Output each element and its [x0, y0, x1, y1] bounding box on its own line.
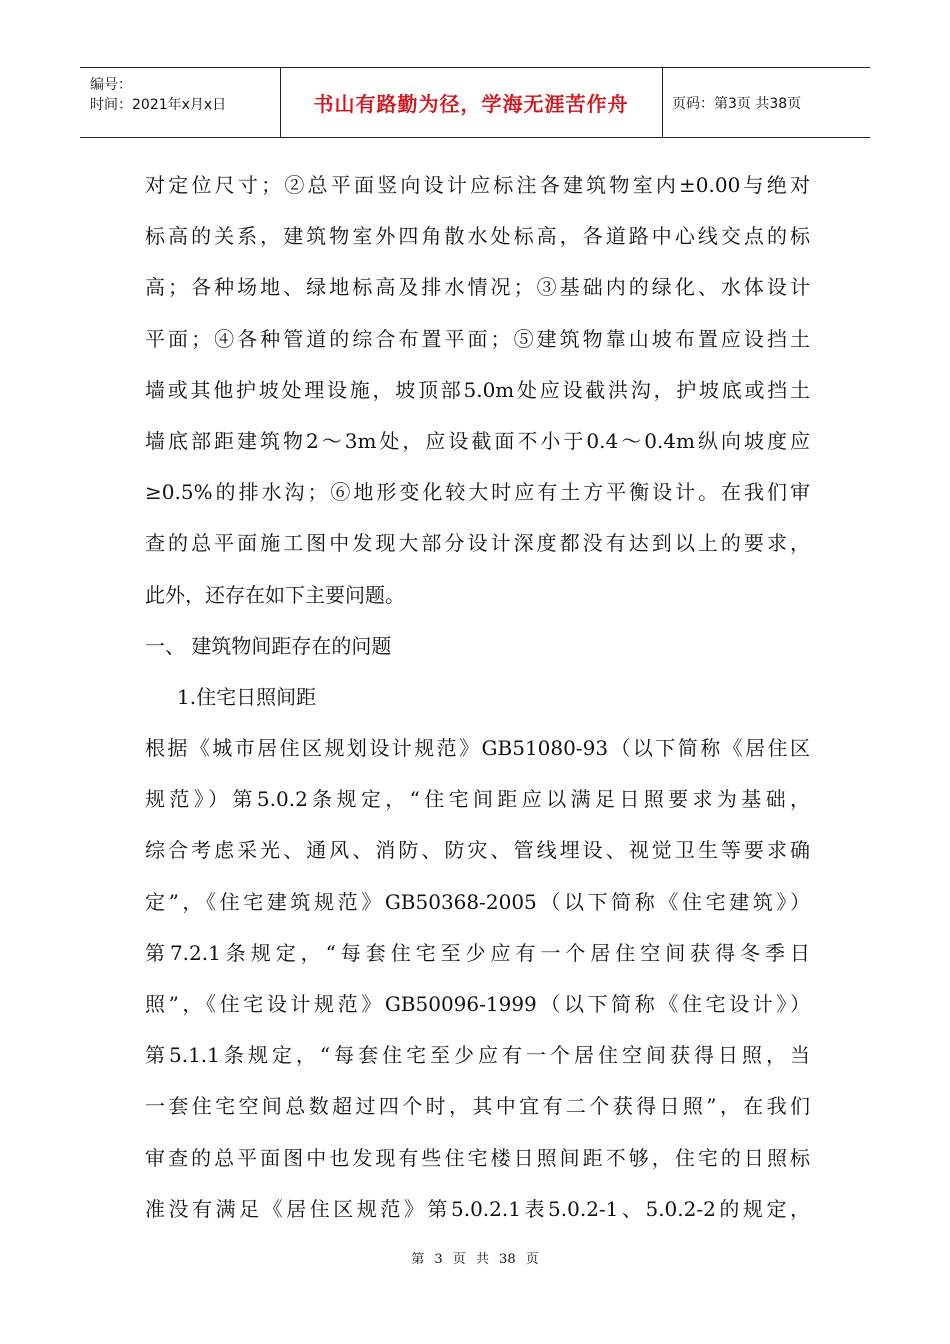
text-line: ≥0.5%的排水沟；⑥地形变化较大时应有土方平衡设计。在我们审 [145, 480, 810, 505]
header-motto-cell [280, 68, 663, 137]
text-line: 平面；④各种管道的综合布置平面；⑤建筑物靠山坡布置应设挡土 [145, 326, 810, 351]
text-line: 第5.1.1条规定，“每套住宅至少应有一个居住空间获得日照，当 [145, 1043, 810, 1068]
motto: 书山有路勤为径，学海无涯苦作舟 [313, 92, 629, 116]
subsection-heading: 1.住宅日照间距 [177, 684, 317, 709]
time-label: 时间：2021年x月x日 [90, 97, 227, 113]
text-line: 对定位尺寸；②总平面竖向设计应标注各建筑物室内±0.00与绝对 [145, 173, 810, 197]
header-meta [80, 68, 281, 137]
text-line: 此外，还存在如下主要问题。 [145, 582, 405, 607]
text-line: 一套住宅空间总数超过四个时，其中宜有二个获得日照”，在我们 [145, 1094, 810, 1119]
text-line: 准没有满足《居住区规范》第5.0.2.1表5.0.2-1、5.0.2-2的规定， [145, 1196, 810, 1221]
header-page-info: 页码：第3页 共38页 [672, 95, 802, 112]
text-line: 墙底部距建筑物2～3m处，应设截面不小于0.4～0.4m纵向坡度应 [145, 428, 810, 453]
text-line: 高；各种场地、绿地标高及排水情况；③基础内的绿化、水体设计 [145, 275, 810, 300]
number-label: 编号： [90, 77, 132, 93]
text-line: 查的总平面施工图中发现大部分设计深度都没有达到以上的要求， [145, 531, 810, 556]
text-line: 综合考虑采光、通风、消防、防灾、管线埋设、视觉卫生等要求确 [145, 838, 810, 863]
text-line: 规范》）第5.0.2条规定，“住宅间距应以满足日照要求为基础， [145, 787, 810, 812]
text-line: 墙或其他护坡处理设施，坡顶部5.0m处应设截洪沟，护坡底或挡土 [145, 377, 810, 402]
text-line: 标高的关系，建筑物室外四角散水处标高，各道路中心线交点的标 [145, 224, 810, 249]
page-header [80, 67, 870, 138]
text-line: 根据《城市居住区规划设计规范》GB51080-93（以下简称《居住区 [145, 736, 810, 761]
text-line: 第7.2.1条规定，“每套住宅至少应有一个居住空间获得冬季日 [145, 940, 810, 965]
document-body [145, 165, 810, 1240]
text-line: 定”，《住宅建筑规范》GB50368-2005（以下简称《住宅建筑》） [145, 889, 810, 914]
text-line: 审查的总平面图中也发现有些住宅楼日照间距不够，住宅的日照标 [145, 1145, 810, 1170]
page-footer: 第 3 页 共 38 页 [411, 1252, 539, 1267]
text-line: 照”，《住宅设计规范》GB50096-1999（以下简称《住宅设计》） [145, 992, 810, 1016]
section-heading: 一、 建筑物间距存在的问题 [145, 633, 392, 658]
